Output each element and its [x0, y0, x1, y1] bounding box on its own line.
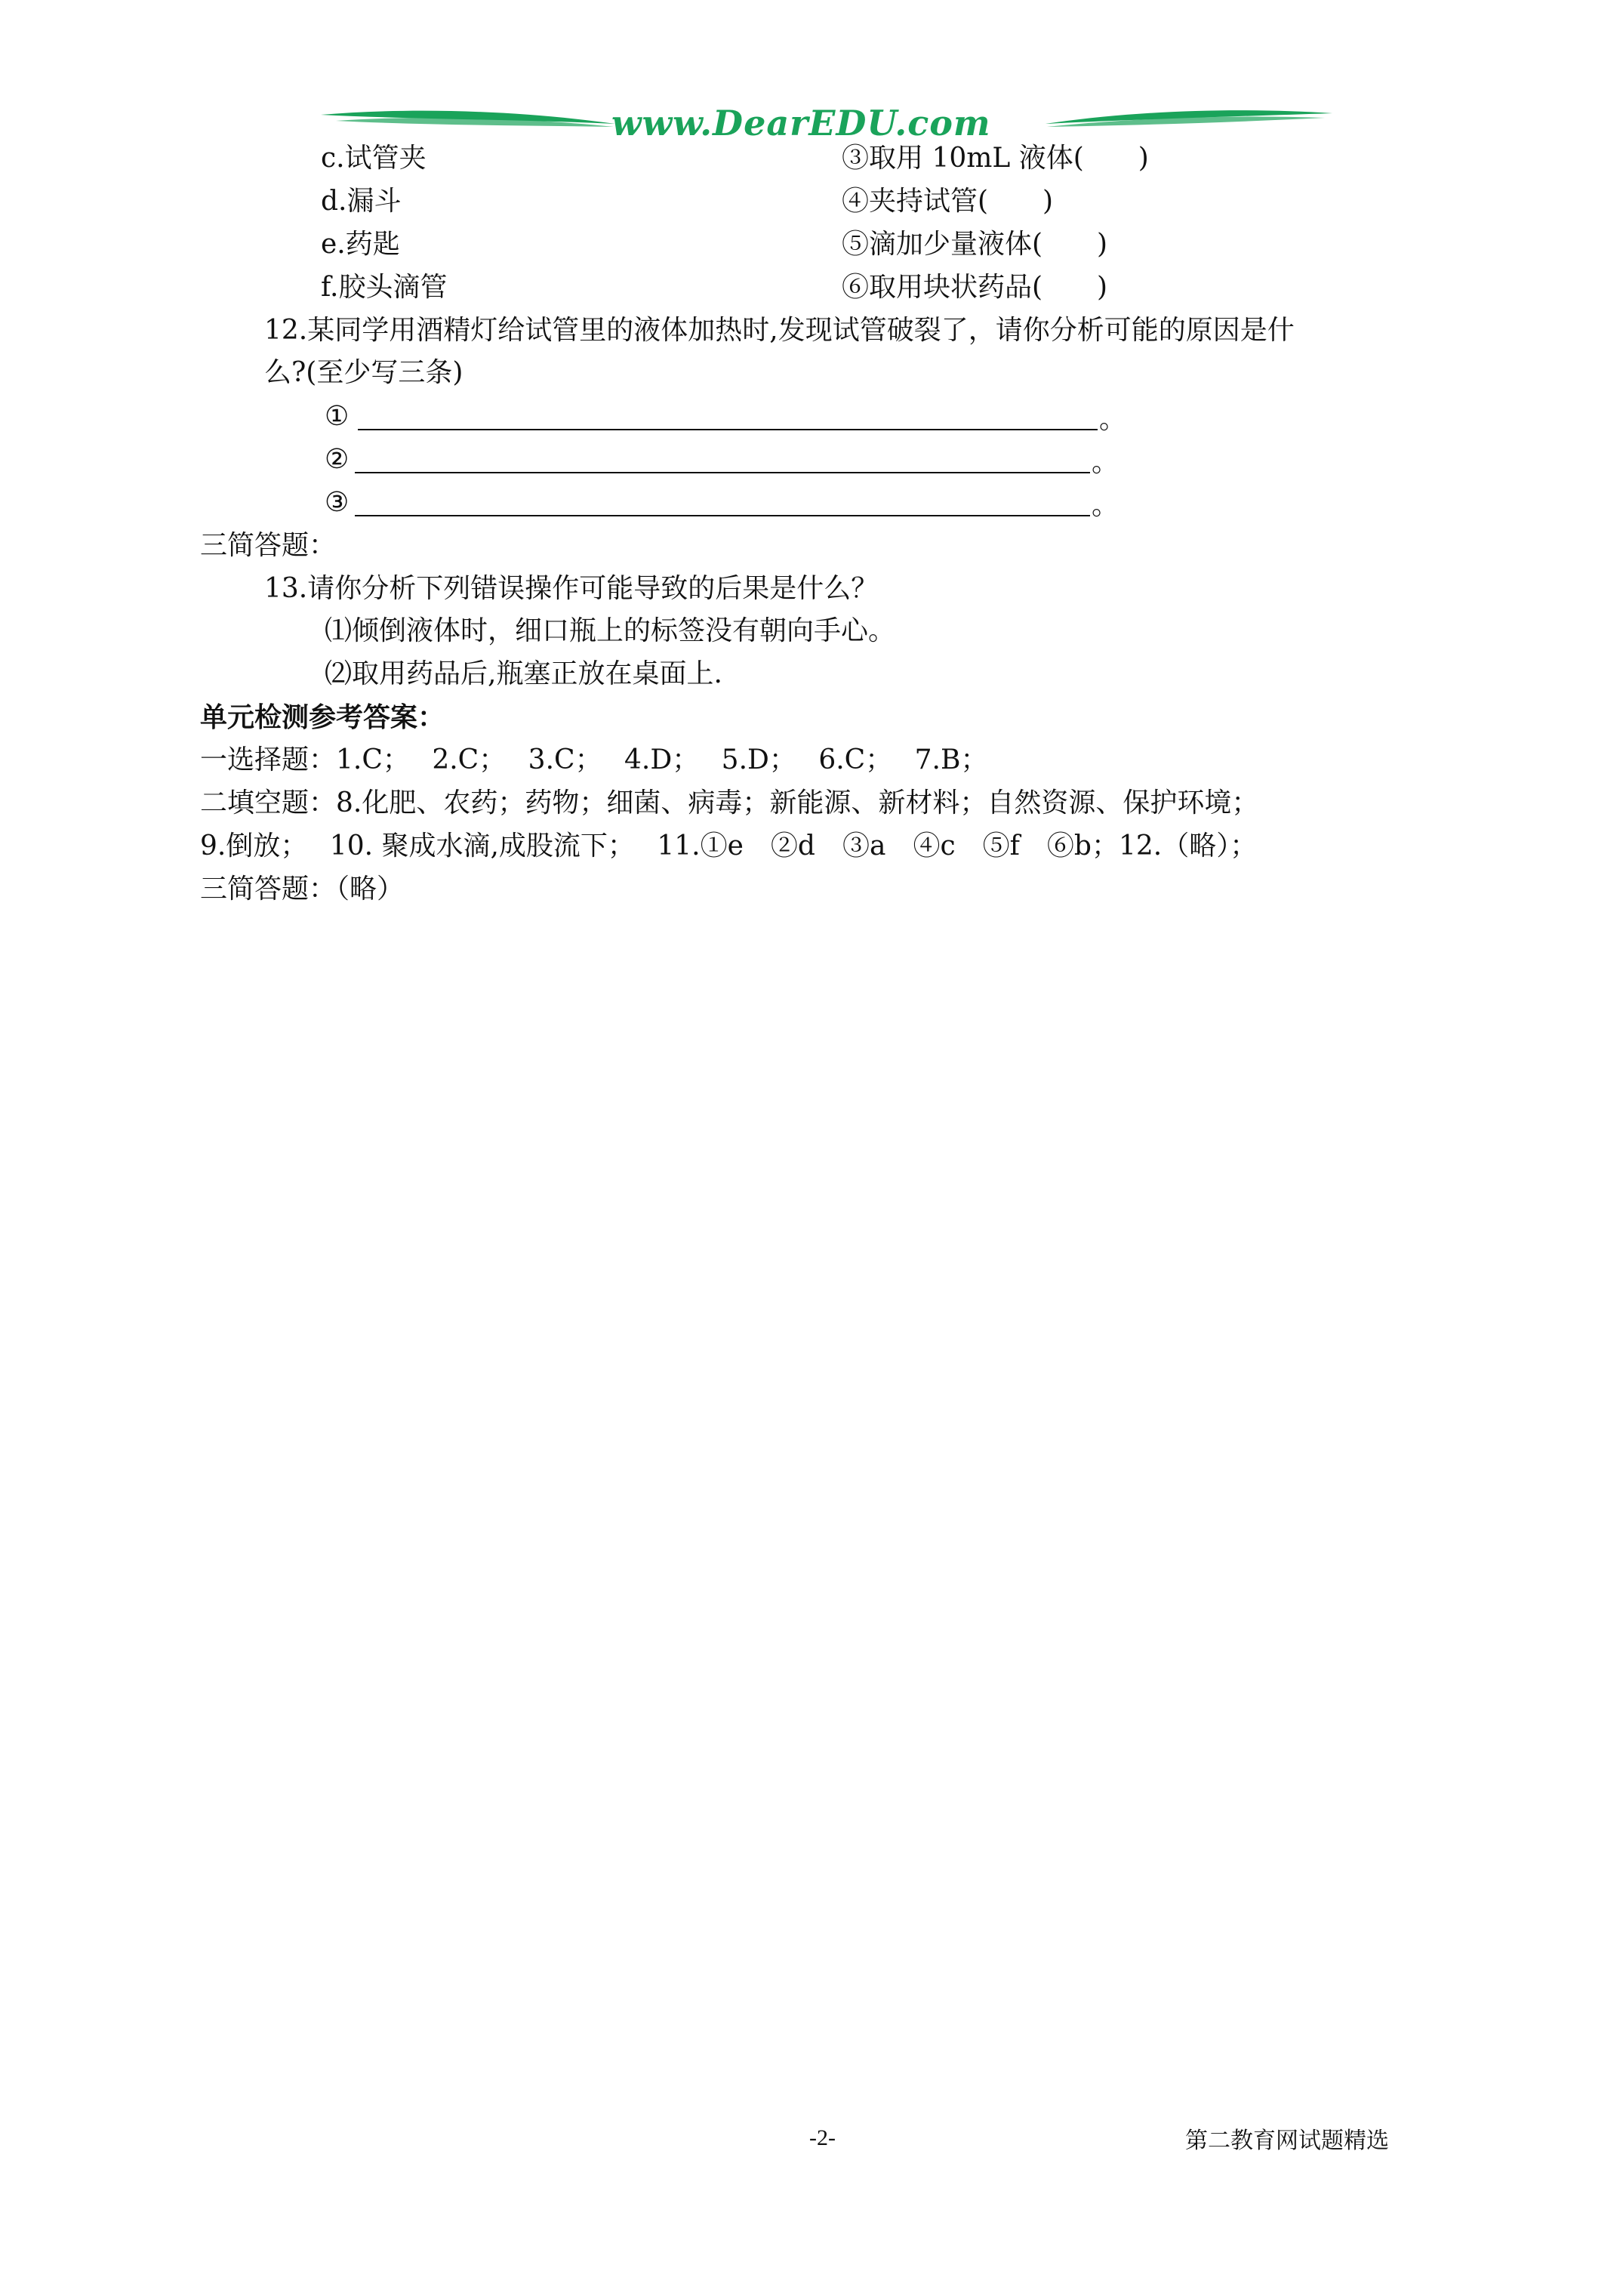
answers-fill-in-1: 二填空题：8.化肥、农药；药物；细菌、病毒；新能源、新材料；自然资源、保护环境；: [200, 787, 1259, 818]
header-swoosh-right-icon: [1046, 104, 1332, 142]
answer-blank-2[interactable]: [355, 472, 1090, 473]
answer-blank-2-marker: ②: [325, 444, 350, 475]
matching-right-6: ⑥取用块状药品( ): [842, 272, 1108, 303]
question-13-item-2: ⑵取用药品后,瓶塞正放在桌面上.: [325, 658, 722, 689]
answer-blank-3-period: 。: [1092, 490, 1119, 521]
section-3-title: 三简答题：: [200, 530, 337, 561]
answer-blank-1-marker: ①: [325, 401, 350, 432]
header-swoosh-left-icon: [321, 104, 615, 142]
matching-left-d: d.漏斗: [321, 186, 402, 217]
matching-right-3: ③取用 10mL 液体( ): [842, 143, 1149, 174]
answer-blank-3-marker: ③: [325, 487, 350, 518]
page-number: -2-: [809, 2125, 836, 2150]
matching-right-5: ⑤滴加少量液体( ): [842, 229, 1108, 260]
question-12-line1: 12.某同学用酒精灯给试管里的液体加热时,发现试管破裂了，请你分析可能的原因是什: [264, 315, 1295, 346]
matching-left-c: c.试管夹: [321, 143, 427, 174]
matching-left-f: f.胶头滴管: [321, 272, 448, 303]
answers-fill-in-2: 9.倒放； 10. 聚成水滴,成股流下； 11.①e ②d ③a ④c ⑤f ⑥b；12.（略）；: [200, 831, 1258, 861]
question-13-item-1: ⑴倾倒液体时，细口瓶上的标签没有朝向手心。: [325, 615, 896, 646]
answer-blank-2-period: 。: [1092, 447, 1119, 478]
answers-title: 单元检测参考答案：: [200, 701, 445, 733]
question-12-line2: 么?(至少写三条): [264, 357, 463, 388]
answer-blank-1[interactable]: [358, 429, 1098, 430]
header-logo: www.DearEDU.com: [611, 103, 991, 143]
question-13: 13.请你分析下列错误操作可能导致的后果是什么？: [264, 573, 879, 604]
answer-blank-1-period: 。: [1099, 404, 1127, 435]
answers-short: 三简答题：（略）: [200, 874, 405, 905]
matching-left-e: e.药匙: [321, 229, 400, 260]
matching-right-4: ④夹持试管( ): [842, 186, 1054, 217]
answer-blank-3[interactable]: [355, 515, 1090, 516]
answers-choice: 一选择题：1.C； 2.C； 3.C； 4.D； 5.D； 6.C； 7.B；: [200, 744, 988, 775]
footer-source: 第二教育网试题精选: [1185, 2128, 1389, 2154]
